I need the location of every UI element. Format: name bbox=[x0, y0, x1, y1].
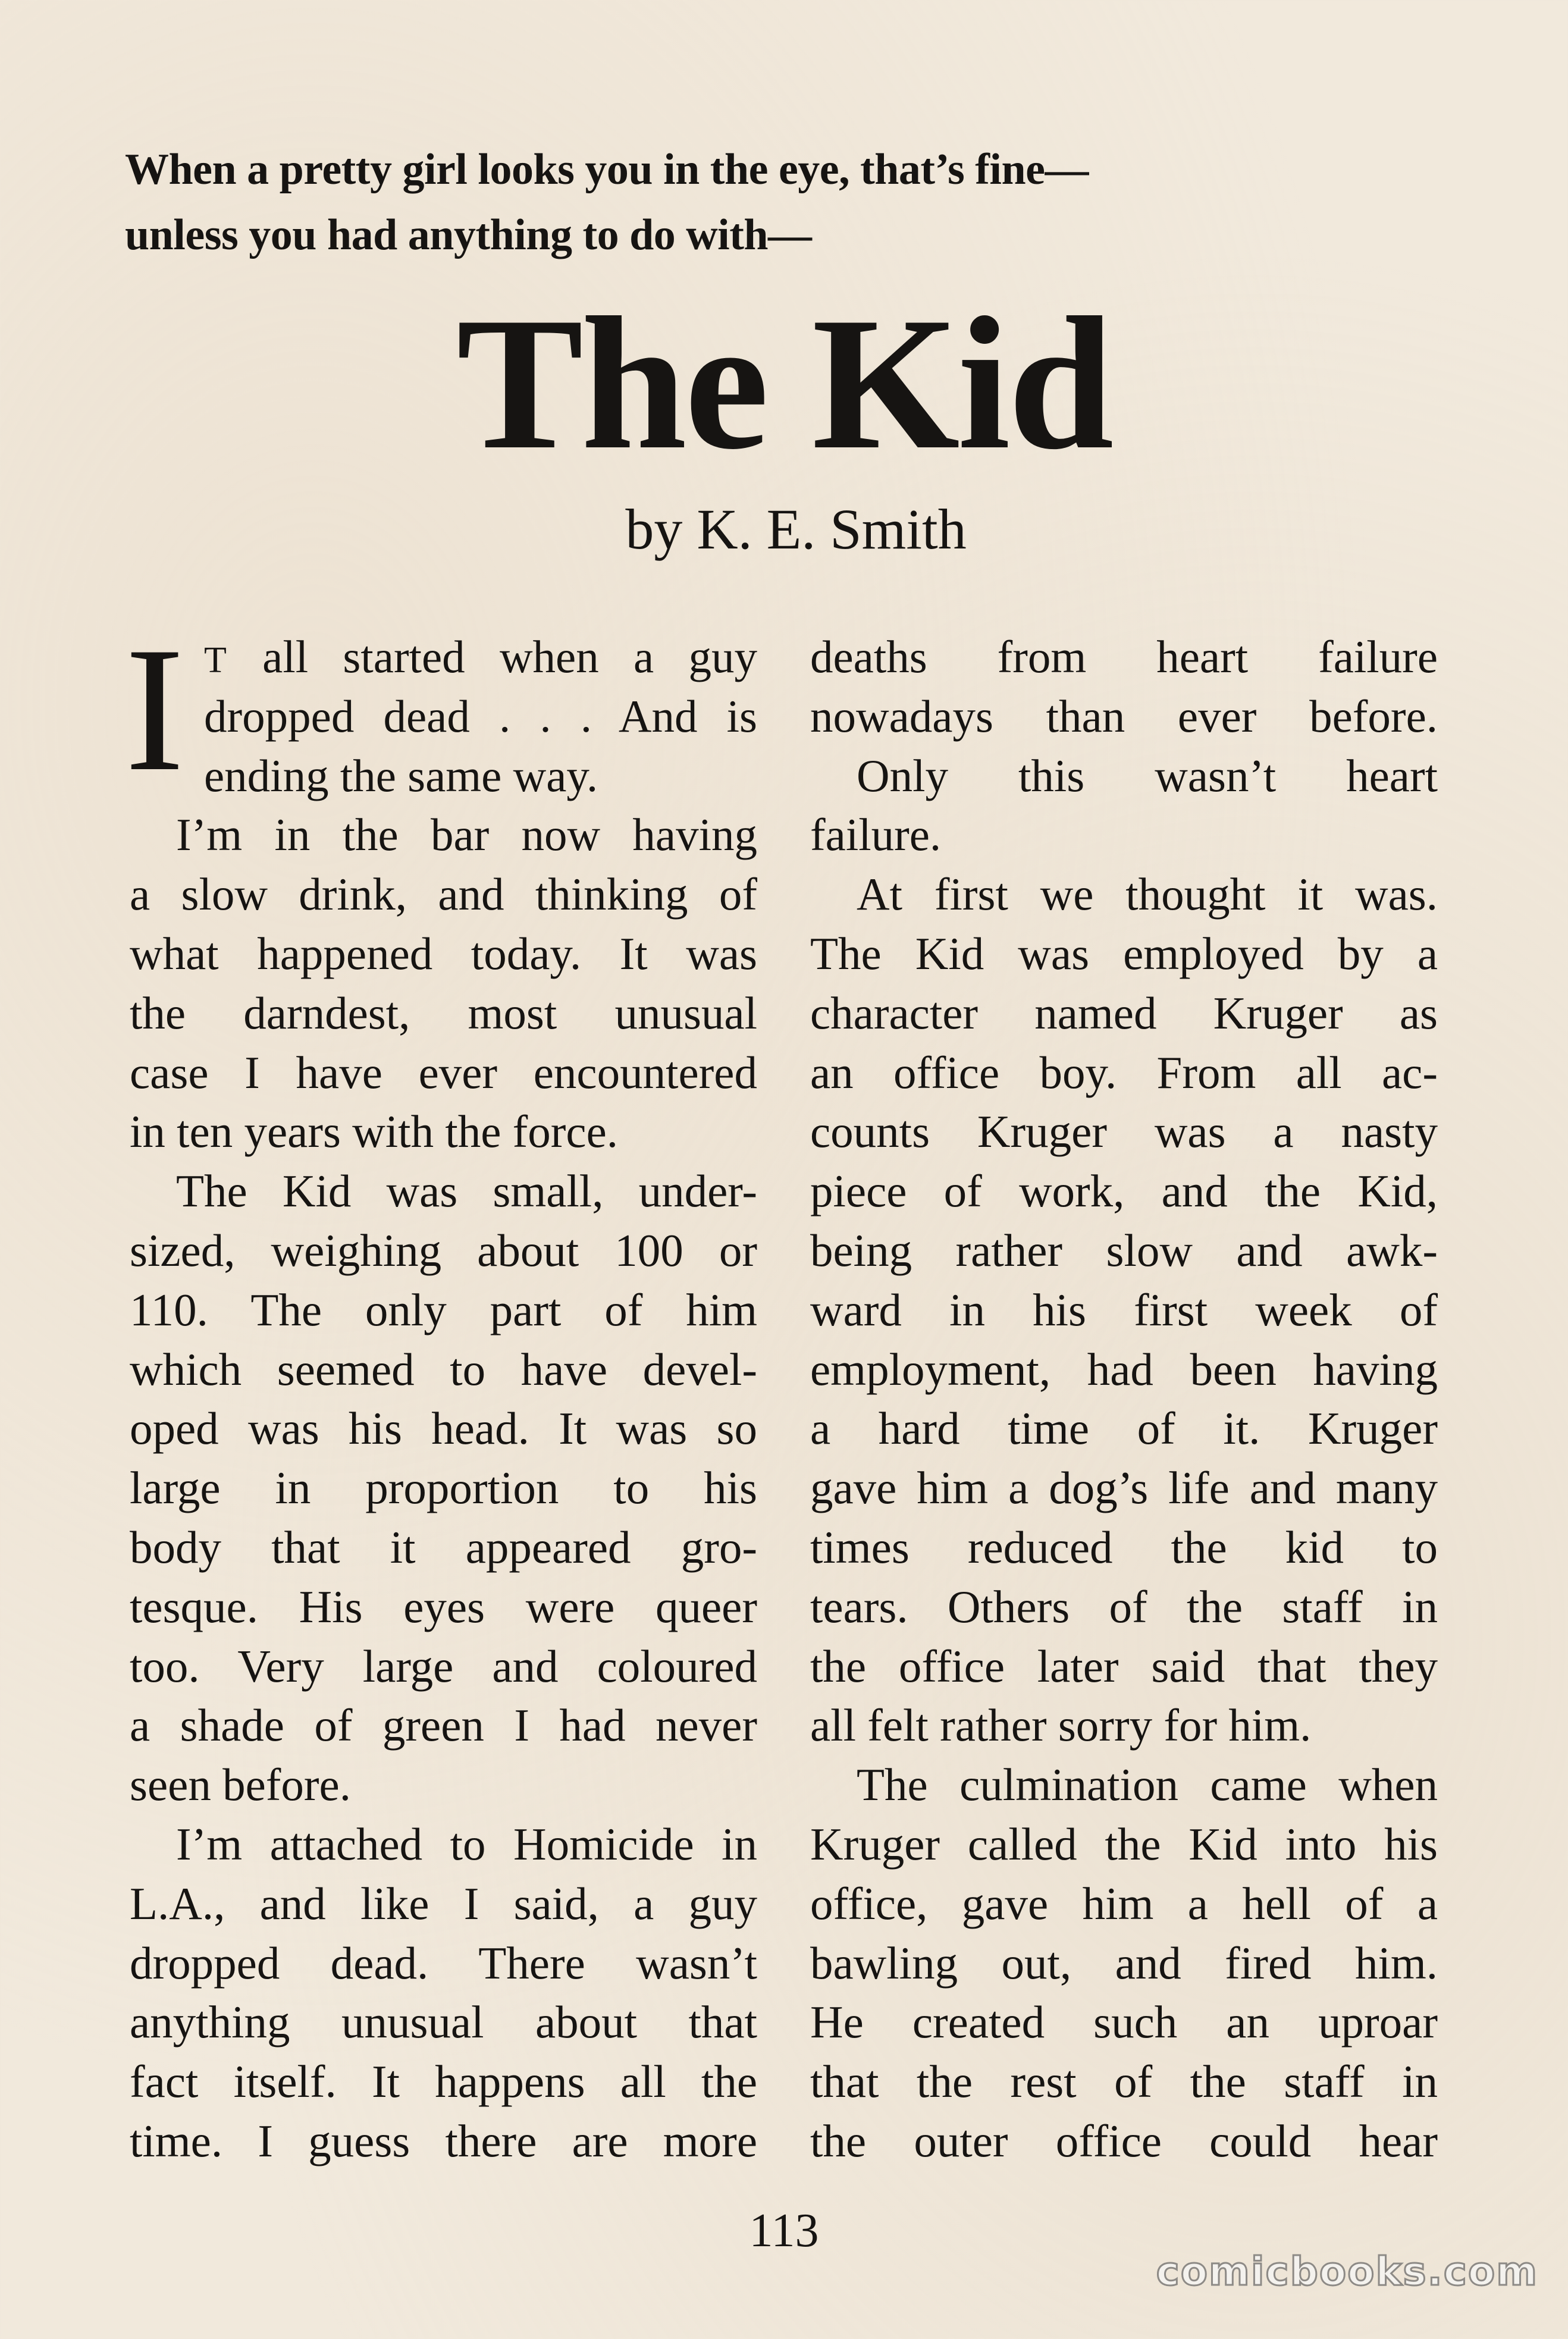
text-line: counts Kruger was a nasty bbox=[810, 1106, 1438, 1158]
text-line: character named Kruger as bbox=[810, 987, 1438, 1039]
text-line: a slow drink, and thinking of bbox=[130, 868, 757, 920]
text-line: an office boy. From all ac- bbox=[810, 1046, 1438, 1098]
text-line: too. Very large and coloured bbox=[130, 1640, 757, 1692]
text-line-content: all started when a guy bbox=[227, 631, 757, 682]
text-line: tears. Others of the staff in bbox=[810, 1581, 1438, 1632]
text-column-right bbox=[810, 628, 1438, 2171]
text-column-left bbox=[125, 610, 757, 2171]
text-line: I’m in the bar now having bbox=[176, 809, 757, 861]
text-line: the darndest, most unusual bbox=[130, 987, 757, 1039]
text-line: bawling out, and fired him. bbox=[810, 1937, 1438, 1989]
text-line: case I have ever encountered bbox=[130, 1046, 757, 1098]
text-line: all felt rather sorry for him. bbox=[810, 1700, 1312, 1751]
story-title: The Kid bbox=[456, 278, 1112, 489]
text-line: seen before. bbox=[130, 1759, 351, 1811]
text-line: anything unusual about that bbox=[130, 1996, 757, 2048]
text-line: employment, had been having bbox=[810, 1343, 1438, 1395]
text-line: time. I guess there are more bbox=[130, 2115, 757, 2166]
text-line: failure. bbox=[810, 809, 942, 861]
text-line: gave him a dog’s life and many bbox=[810, 1462, 1438, 1514]
text-line: times reduced the kid to bbox=[810, 1521, 1438, 1573]
text-line: that the rest of the staff in bbox=[810, 2056, 1438, 2108]
text-line: He created such an uproar bbox=[810, 1996, 1438, 2048]
page-number: 113 bbox=[749, 2205, 819, 2257]
text-line: large in proportion to his bbox=[130, 1462, 757, 1514]
text-line: oped was his head. It was so bbox=[130, 1403, 757, 1454]
text-line: what happened today. It was bbox=[130, 927, 757, 979]
text-line: sized, weighing about 100 or bbox=[130, 1224, 757, 1276]
text-line: dropped dead. There wasn’t bbox=[130, 1937, 757, 1989]
text-line: fact itself. It happens all the bbox=[130, 2056, 757, 2108]
text-line: ward in his first week of bbox=[810, 1284, 1438, 1335]
text-line: the office later said that they bbox=[810, 1640, 1438, 1692]
text-line: At first we thought it was. bbox=[857, 868, 1438, 920]
teaser-line-1: When a pretty girl looks you in the eye, that’s fine— bbox=[125, 145, 1089, 194]
text-line: ending the same way. bbox=[204, 750, 598, 801]
text-line bbox=[130, 628, 757, 687]
text-line: nowadays than ever before. bbox=[810, 690, 1438, 742]
text-line: body that it appeared gro- bbox=[130, 1521, 757, 1573]
text-line: piece of work, and the Kid, bbox=[810, 1165, 1438, 1217]
text-line: 110. The only part of him bbox=[130, 1284, 757, 1335]
text-line: The Kid was employed by a bbox=[810, 927, 1438, 979]
drop-cap: I bbox=[125, 610, 184, 808]
text-line: which seemed to have devel- bbox=[130, 1343, 757, 1395]
watermark: comicbooks.com bbox=[1156, 2249, 1538, 2294]
text-line: the outer office could hear bbox=[810, 2115, 1438, 2166]
text-line: deaths from heart failure bbox=[810, 631, 1438, 682]
text-line: L.A., and like I said, a guy bbox=[130, 1877, 757, 1929]
text-line: in ten years with the force. bbox=[130, 1106, 619, 1158]
text-line: a hard time of it. Kruger bbox=[810, 1403, 1438, 1454]
story-teaser bbox=[125, 137, 1255, 268]
teaser-line-2: unless you had anything to do with— bbox=[125, 211, 812, 259]
text-line: The Kid was small, under- bbox=[176, 1165, 757, 1217]
text-line: tesque. His eyes were queer bbox=[130, 1581, 757, 1632]
byline: by K. E. Smith bbox=[625, 497, 967, 561]
small-caps-letter: T bbox=[204, 640, 228, 681]
text-line: I’m attached to Homicide in bbox=[176, 1818, 757, 1870]
text-line: office, gave him a hell of a bbox=[810, 1877, 1438, 1929]
text-line: The culmination came when bbox=[857, 1759, 1438, 1811]
text-line: Only this wasn’t heart bbox=[857, 750, 1438, 801]
text-line: dropped dead . . . And is bbox=[204, 690, 757, 742]
text-line: a shade of green I had never bbox=[130, 1700, 757, 1751]
text-line: Kruger called the Kid into his bbox=[810, 1818, 1438, 1870]
text-line: being rather slow and awk- bbox=[810, 1224, 1438, 1276]
